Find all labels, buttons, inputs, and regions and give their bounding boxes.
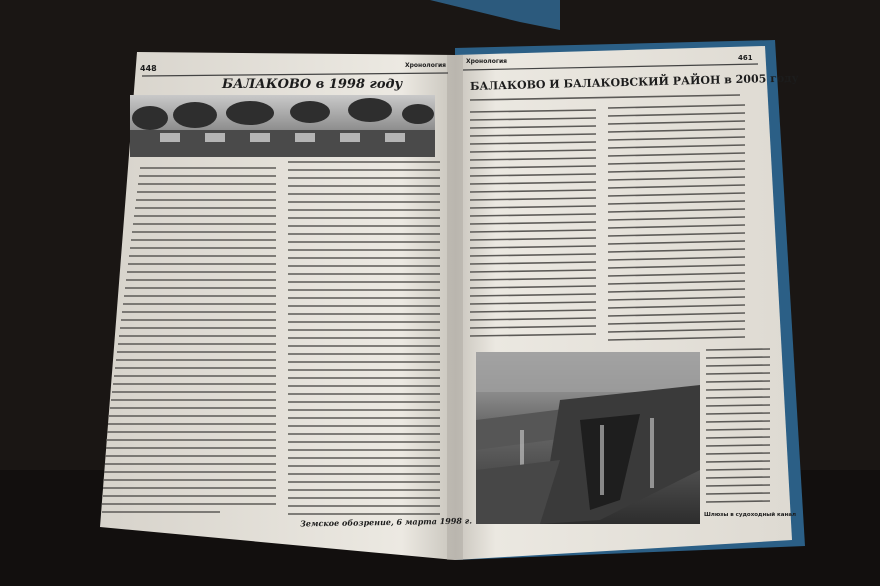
- left-running-head: Хронология: [405, 62, 447, 69]
- left-page-title: БАЛАКОВО в 1998 году: [222, 77, 403, 92]
- right-page-aerial-photo: [476, 352, 700, 524]
- left-page-signature: Земское обозрение, 6 марта 1998 г.: [299, 515, 473, 529]
- left-page-photo: [130, 95, 435, 157]
- right-page-number: 461: [738, 54, 753, 62]
- left-page-number: 448: [140, 64, 157, 73]
- right-running-head: Хронология: [466, 58, 508, 65]
- right-page-footer: Шлюзы в судоходный канал: [704, 512, 797, 518]
- right-page-title: БАЛАКОВО И БАЛАКОВСКИЙ РАЙОН в 2005 году: [469, 71, 799, 93]
